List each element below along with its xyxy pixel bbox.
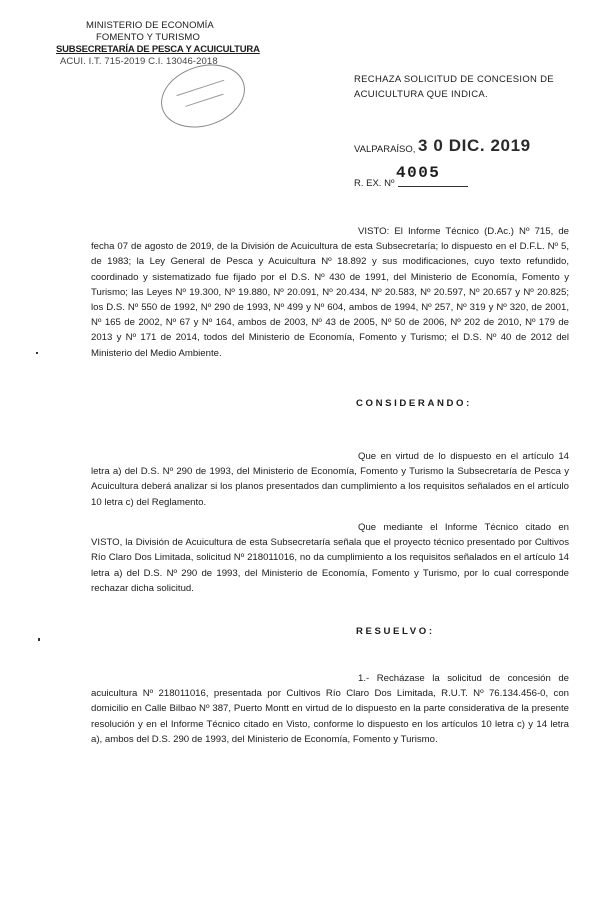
date-stamp: 3 0 DIC. 2019 <box>418 136 531 155</box>
subsecretaria-line: SUBSECRETARÍA DE PESCA Y ACUICULTURA <box>56 44 260 55</box>
margin-scan-mark <box>38 638 40 641</box>
considerando-heading: CONSIDERANDO: <box>356 398 472 409</box>
visto-paragraph: VISTO: El Informe Técnico (D.Ac.) Nº 715, de fecha 07 de agosto de 2019, de la División de Acuicultura de esta Subsecretaría; lo dispuesto en el D.F.L. Nº 5, de 1983; la Ley General de Pesca y Acuicultura Nº 18.892 y sus modificaciones, cuyo texto refundido, coordinado y sistematizado fue fijado por el D.S. Nº 430 de 1991, del Ministerio de Economía, Fomento y Turismo; las Leyes Nº 19.300, Nº 19.880, Nº 20.091, Nº 20.434, Nº 20.583, Nº 20.597, Nº 20.657 y Nº 20.825; los D.S. Nº 550 de 1992, Nº 290 de 1993, Nº 499 y Nº 604, ambos de 1994, Nº 257, Nº 319 y Nº 320, de 2001, Nº 165 de 2002, Nº 67 y Nº 164, ambos de 2003, Nº 43 de 2005, Nº 50 de 2006, Nº 202 de 2010, Nº 179 de 2013 y Nº 171 de 2014, todos del Ministerio de Economía, Fomento y Turismo; el D.S. Nº 40 de 2012 del Ministerio del Medio Ambiente. <box>91 226 569 359</box>
subject-line-2: ACUICULTURA QUE INDICA. <box>354 89 488 100</box>
stamp-mark <box>158 69 244 114</box>
considerando-paragraph-1: Que en virtud de lo dispuesto en el artículo 14 letra a) del D.S. Nº 290 de 1993, del Ministerio de Economía, Fomento y Turismo la Subsecretaría de Pesca y Acuicultura deberá analizar si los planos presentados dan cumplimiento a los requisitos señalados en el artículo 10 letra c) del Reglamento. <box>91 451 569 508</box>
rex-number: 4005 <box>396 164 441 182</box>
resuelvo-paragraph-1: 1.- Recházase la solicitud de concesión de acuicultura Nº 218011016, presentada por Cultivos Río Claro Dos Limitada, R.U.T. Nº 76.134.456-0, con domicilio en Calle Bilbao Nº 387, Puerto Montt en virtud de lo dispuesto en la parte considerativa de la presente resolución y en el Informe Técnico citado en Visto, conforme lo dispuesto en los artículos 10 letra c) y 14 letra a), ambos del D.S. 290 de 1993, del Ministerio de Economía, Fomento y Turismo. <box>91 673 569 745</box>
considerando-paragraph-2: Que mediante el Informe Técnico citado en VISTO, la División de Acuicultura de esta Subsecretaría señala que el proyecto técnico presentado por Cultivos Río Claro Dos Limitada, solicitud Nº 218011016, no da cumplimiento a los requisitos señalados en el artículo 14 letra a) del D.S. Nº 290 de 1993, del Ministerio de Economía, Fomento y Turismo, por lo cual corresponde rechazar dicha solicitud. <box>91 522 569 594</box>
rex-underline <box>398 186 468 187</box>
margin-scan-mark <box>36 352 38 354</box>
ministry-sub-line: FOMENTO Y TURISMO <box>96 32 200 43</box>
ministry-line: MINISTERIO DE ECONOMÍA <box>86 20 214 31</box>
rex-label: R. EX. Nº <box>354 178 395 189</box>
issuer-header <box>56 20 260 68</box>
subject-reference <box>354 74 564 101</box>
place-label: VALPARAÍSO, <box>354 144 416 155</box>
place-date <box>354 136 574 160</box>
subject-line-1: RECHAZA SOLICITUD DE CONCESION DE <box>354 74 554 85</box>
resolution-number <box>354 164 504 190</box>
resuelvo-heading: RESUELVO: <box>356 626 435 637</box>
file-reference: ACUI. I.T. 715-2019 C.I. 13046-2018 <box>60 56 218 67</box>
